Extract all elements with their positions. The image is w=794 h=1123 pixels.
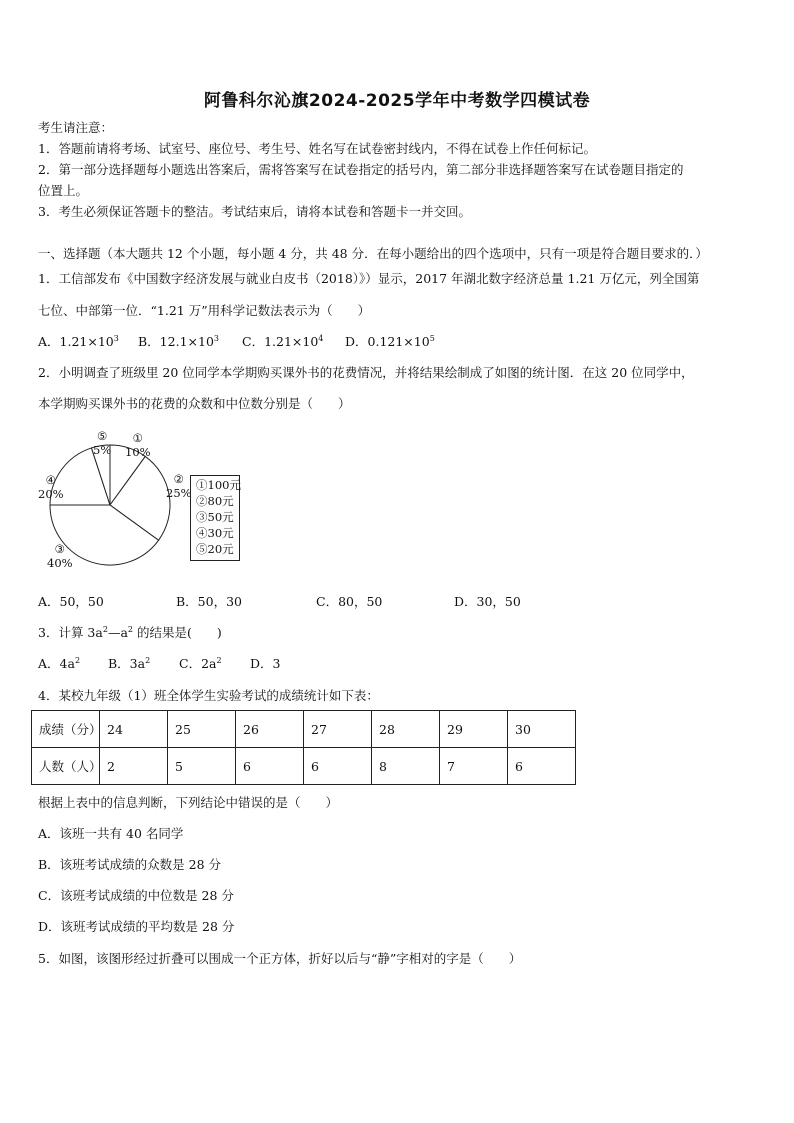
- q4-option-a[interactable]: A．该班一共有 40 名同学: [38, 826, 184, 841]
- table-cell: 26: [236, 711, 304, 748]
- q1-stem-line1: 1．工信部发布《中国数字经济发展与就业白皮书（2018）》）显示，2017 年湖北数字经济总量 1.21 万亿元，列全国第: [38, 271, 700, 286]
- table-cell: 24: [100, 711, 168, 748]
- table-cell: 5: [168, 748, 236, 785]
- legend-item-3: ③50元: [196, 510, 234, 524]
- q4-question: 根据上表中的信息判断，下列结论中错误的是（ ）: [38, 795, 339, 810]
- page-title: 阿鲁科尔沁旗2024-2025学年中考数学四模试卷: [203, 91, 591, 111]
- table-cell: 25: [168, 711, 236, 748]
- pie-legend: [190, 475, 240, 561]
- legend-item-4: ④30元: [196, 526, 234, 540]
- notice-item-1: 1．答题前请将考场、试室号、座位号、考生号、姓名写在试卷密封线内，不得在试卷上作任何标记。: [38, 141, 596, 156]
- q5-stem: 5．如图，该图形经过折叠可以围成一个正方体，折好以后与“静”字相对的字是（ ）: [38, 951, 522, 966]
- q4-option-d[interactable]: D．该班考试成绩的平均数是 28 分: [38, 919, 235, 934]
- pie-label-2: ② 25%: [166, 472, 192, 500]
- q1-options: [38, 334, 435, 350]
- q3-option-b[interactable]: B．$3a^2$: [108, 656, 151, 671]
- q2-option-b[interactable]: B．50，30: [176, 594, 242, 609]
- q2-stem-line2: 本学期购买课外书的花费的众数和中位数分别是（ ）: [38, 396, 351, 411]
- table-cell: 29: [440, 711, 508, 748]
- q2-stem-line1: 2．小明调查了班级里 20 位同学本学期购买课外书的花费情况，并将结果绘制成了如图的统计图．在这 20 位同学中，: [38, 365, 694, 380]
- pie-label-5: ⑤ 5%: [93, 429, 112, 457]
- q1-option-c[interactable]: C．$1.21\times 10^4$: [242, 334, 324, 349]
- q2-option-a[interactable]: A．50，50: [38, 594, 104, 609]
- notice-item-2-cont: 位置上。: [38, 183, 89, 198]
- score-table: [31, 710, 576, 785]
- pie-label-3: ③ 40%: [47, 542, 73, 570]
- q4-stem: 4．某校九年级（1）班全体学生实验考试的成绩统计如下表：: [38, 688, 379, 703]
- q4-option-c[interactable]: C．该班考试成绩的中位数是 28 分: [38, 888, 234, 903]
- table-row: [32, 711, 576, 748]
- legend-item-5: ⑤20元: [196, 542, 234, 556]
- table-cell: 成绩（分）: [32, 711, 100, 748]
- table-cell: 6: [236, 748, 304, 785]
- legend-item-1: ①100元: [196, 478, 241, 492]
- q1-option-a[interactable]: A．$1.21\times 10^3$: [38, 334, 119, 349]
- table-cell: 7: [440, 748, 508, 785]
- q2-option-c[interactable]: C．80，50: [316, 594, 383, 609]
- table-cell: 30: [508, 711, 576, 748]
- q4-option-b[interactable]: B．该班考试成绩的众数是 28 分: [38, 857, 222, 872]
- pie-label-4: ④ 20%: [38, 473, 64, 501]
- q3-option-c[interactable]: C．$2a^2$: [179, 656, 222, 671]
- table-cell: 6: [508, 748, 576, 785]
- legend-item-2: ②80元: [196, 494, 234, 508]
- table-cell: 2: [100, 748, 168, 785]
- q3-options: [38, 656, 280, 672]
- table-cell: 8: [372, 748, 440, 785]
- q1-stem-line2: 七位、中部第一位．“1.21 万”用科学记数法表示为（ ）: [38, 303, 371, 318]
- pie-label-1: ① 10%: [125, 431, 151, 459]
- table-cell: 人数（人）: [32, 748, 100, 785]
- q3-option-d[interactable]: D．3: [250, 656, 281, 671]
- q1-option-b[interactable]: B．$12.1\times 10^3$: [138, 334, 219, 349]
- q2-options: [38, 594, 521, 610]
- notice-heading: 考生请注意：: [38, 120, 114, 135]
- table-row: [32, 748, 576, 785]
- table-cell: 27: [304, 711, 372, 748]
- q2-option-d[interactable]: D．30，50: [454, 594, 521, 609]
- q3-option-a[interactable]: A．$4a^2$: [38, 656, 81, 671]
- section-heading: 一、选择题（本大题共 12 个小题，每小题 4 分，共 48 分．在每小题给出的四个选项中，只有一项是符合题目要求的．）: [38, 246, 708, 261]
- q3-stem: 3．计算 $3a^2—a^2$ 的结果是( ): [38, 625, 222, 640]
- notice-item-2: 2．第一部分选择题每小题选出答案后，需将答案写在试卷指定的括号内，第二部分非选择题答案写在试卷题目指定的: [38, 162, 684, 177]
- q1-option-d[interactable]: D．$0.121\times 10^5$: [345, 334, 435, 349]
- table-cell: 28: [372, 711, 440, 748]
- notice-item-3: 3．考生必须保证答题卡的整洁。考试结束后，请将本试卷和答题卡一并交回。: [38, 204, 471, 219]
- table-cell: 6: [304, 748, 372, 785]
